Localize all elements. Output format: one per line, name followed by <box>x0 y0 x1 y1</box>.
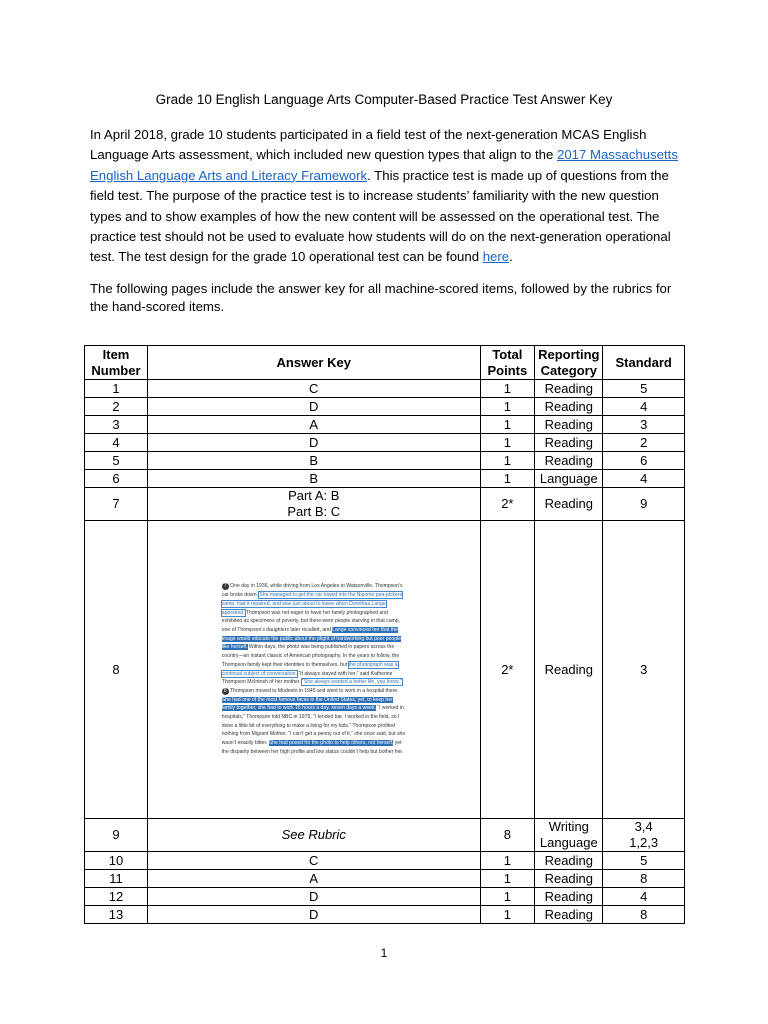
reporting-category: Reading <box>535 852 603 870</box>
excerpt-text: “I worked in hospitals,” Thompson told NBC in 1979, “I tended bar, I worked in the field, so I done a little bit of everything to make a living for my kids.” Thompson profited nothing from Migrant Mother. “I can’t get a penny out of it,” she once said, but she wasn’t exactly bitter. <box>221 705 406 747</box>
item-number: 2 <box>85 398 148 416</box>
page-number: 1 <box>380 946 388 960</box>
table-row <box>85 521 685 819</box>
reporting-category: Reading <box>535 434 603 452</box>
reporting-category: Reading <box>535 870 603 888</box>
total-points: 1 <box>480 470 535 488</box>
table-row <box>85 434 685 452</box>
table-row <box>85 416 685 434</box>
header-standard: Standard <box>603 346 685 380</box>
standard: 5 <box>603 380 685 398</box>
answer-key: A <box>147 416 480 434</box>
total-points: 1 <box>480 452 535 470</box>
page-title: Grade 10 English Language Arts Computer-Based Practice Test Answer Key <box>155 92 613 107</box>
excerpt-text: Thompson was not eager to have her family photographed and exhibited as specimens of poverty, but there were people starving in that camp, one of Thompson’s daughters later recalled, and <box>221 609 401 633</box>
paragraph-number: 8 <box>222 688 229 695</box>
paragraph-number: 7 <box>222 583 229 590</box>
excerpt-highlight: She managed to get the car towed into the Nipomo pea-pickers camp, had it repaired, and was just about to leave when Dorothea Lange appeared. <box>221 592 403 616</box>
excerpt-text: Within days, the photo was being published in papers across the country—an instant classic of American photography. In the years to follow, the Thompson family kept their identities to themselves, but <box>221 644 400 668</box>
header-total-points: Total Points <box>480 346 535 380</box>
standard: 4 <box>603 398 685 416</box>
total-points: 1 <box>480 380 535 398</box>
item-number: 5 <box>85 452 148 470</box>
excerpt-text: Thompson moved to Modesto in 1945 and went to work in a hospital there. <box>230 687 399 694</box>
excerpt-text: “It always stayed with her,” said Katherine Thompson McIntosh of her mother. <box>221 670 393 686</box>
answer-key: B <box>147 470 480 488</box>
reporting-category: Reading <box>535 488 603 521</box>
item-number: 6 <box>85 470 148 488</box>
total-points: 2* <box>480 488 535 521</box>
standard: 8 <box>603 906 685 924</box>
framework-link[interactable]: 2017 Massachusetts English Language Arts and Literacy Framework <box>90 147 678 183</box>
table-row <box>85 819 685 852</box>
answer-key: C <box>147 380 480 398</box>
standard: 4 <box>603 888 685 906</box>
item-number: 8 <box>85 521 148 819</box>
answer-key: D <box>147 888 480 906</box>
reporting-category <box>535 819 603 852</box>
excerpt-text: One day in 1936, while driving from Los Angeles to Watsonville, Thompson’s car broke down. <box>221 583 403 599</box>
intro-text-3: . <box>509 249 513 265</box>
standard: 9 <box>603 488 685 521</box>
table-row <box>85 398 685 416</box>
header-reporting-category: Reporting Category <box>535 346 603 380</box>
standard <box>603 819 685 852</box>
intro-text-2: . This practice test is made up of questions from the field test. The purpose of the practice test is to increase students’ familiarity with the new question types and to show examples of how the new content will be assessed on the operational test. The practice test should not be used to evaluate how students will do on the next-generation operational test. The test design for the grade 10 operational test can be found <box>90 167 671 265</box>
answer-key: See Rubric <box>147 819 480 852</box>
total-points: 1 <box>480 852 535 870</box>
total-points: 1 <box>480 416 535 434</box>
reporting-category: Reading <box>535 380 603 398</box>
excerpt-text: yet the disparity between her high profile and low status couldn’t help but bother her. <box>221 740 404 755</box>
reporting-category: Reading <box>535 452 603 470</box>
reporting-category: Reading <box>535 888 603 906</box>
table-row <box>85 488 685 521</box>
item-number: 9 <box>85 819 148 852</box>
table-row <box>85 470 685 488</box>
reporting-category: Reading <box>535 398 603 416</box>
answer-key: B <box>147 452 480 470</box>
item-number: 4 <box>85 434 148 452</box>
reporting-category: Language <box>535 470 603 488</box>
answer-key-table <box>84 345 685 924</box>
item-number: 11 <box>85 870 148 888</box>
total-points: 1 <box>480 434 535 452</box>
item-number: 3 <box>85 416 148 434</box>
table-row <box>85 888 685 906</box>
table-row <box>85 870 685 888</box>
test-design-link[interactable]: here <box>482 249 510 265</box>
total-points: 1 <box>480 870 535 888</box>
table-row <box>85 380 685 398</box>
standard: 8 <box>603 870 685 888</box>
answer-key: C <box>147 852 480 870</box>
table-row <box>85 852 685 870</box>
answer-key-part-b: Part B: C <box>287 504 341 519</box>
table-row <box>85 906 685 924</box>
reporting-category: Reading <box>535 521 603 819</box>
answer-key: D <box>147 906 480 924</box>
reporting-category: Reading <box>535 906 603 924</box>
item-number: 1 <box>85 380 148 398</box>
table-row <box>85 452 685 470</box>
intro-text-1: In April 2018, grade 10 students participated in a field test of the next-generation MCAS English Language Arts assessment, which included new question types that align to the <box>90 127 647 163</box>
total-points: 1 <box>480 888 535 906</box>
excerpt-highlight-selected: Lange convinced her that the image would educate the public about the plight of hardworking but poor people like herself. <box>221 626 401 651</box>
highlighted-passage-excerpt <box>222 582 406 756</box>
standard-language: 1,2,3 <box>629 835 659 850</box>
item-number: 13 <box>85 906 148 924</box>
standard: 3 <box>603 521 685 819</box>
total-points: 1 <box>480 906 535 924</box>
excerpt-highlight-selected: She had one of the most famous faces in the United States, yet, to keep her family together, she had to work 16 hours a day, seven days a week. <box>221 696 393 712</box>
total-points: 8 <box>480 819 535 852</box>
item-number: 10 <box>85 852 148 870</box>
standard: 5 <box>603 852 685 870</box>
standard: 3 <box>603 416 685 434</box>
answer-key <box>147 488 480 521</box>
answer-key: D <box>147 434 480 452</box>
excerpt-highlight: “She always wanted a better life, you know.” <box>302 679 402 686</box>
header-answer-key: Answer Key <box>147 346 480 380</box>
standard: 6 <box>603 452 685 470</box>
total-points: 2* <box>480 521 535 819</box>
item-number: 7 <box>85 488 148 521</box>
item-number: 12 <box>85 888 148 906</box>
standard: 2 <box>603 434 685 452</box>
total-points: 1 <box>480 398 535 416</box>
answer-key: D <box>147 398 480 416</box>
answer-key: A <box>147 870 480 888</box>
excerpt-highlight: the photograph was a continual subject of conversation. <box>221 661 398 677</box>
followup-paragraph: The following pages include the answer key for all machine-scored items, followed by the rubrics for the hand-scored items. <box>90 281 672 314</box>
answer-key-part-a: Part A: B <box>288 488 340 503</box>
answer-key <box>147 521 480 819</box>
intro-paragraph <box>90 125 680 268</box>
category-writing: Writing <box>548 819 589 834</box>
table-header-row <box>85 346 685 380</box>
reporting-category: Reading <box>535 416 603 434</box>
standard: 4 <box>603 470 685 488</box>
header-item-number: Item Number <box>85 346 148 380</box>
excerpt-highlight-selected: She had posed for the photo to help others, not herself, <box>268 740 394 747</box>
category-language: Language <box>539 835 598 850</box>
standard-writing: 3,4 <box>634 819 653 834</box>
